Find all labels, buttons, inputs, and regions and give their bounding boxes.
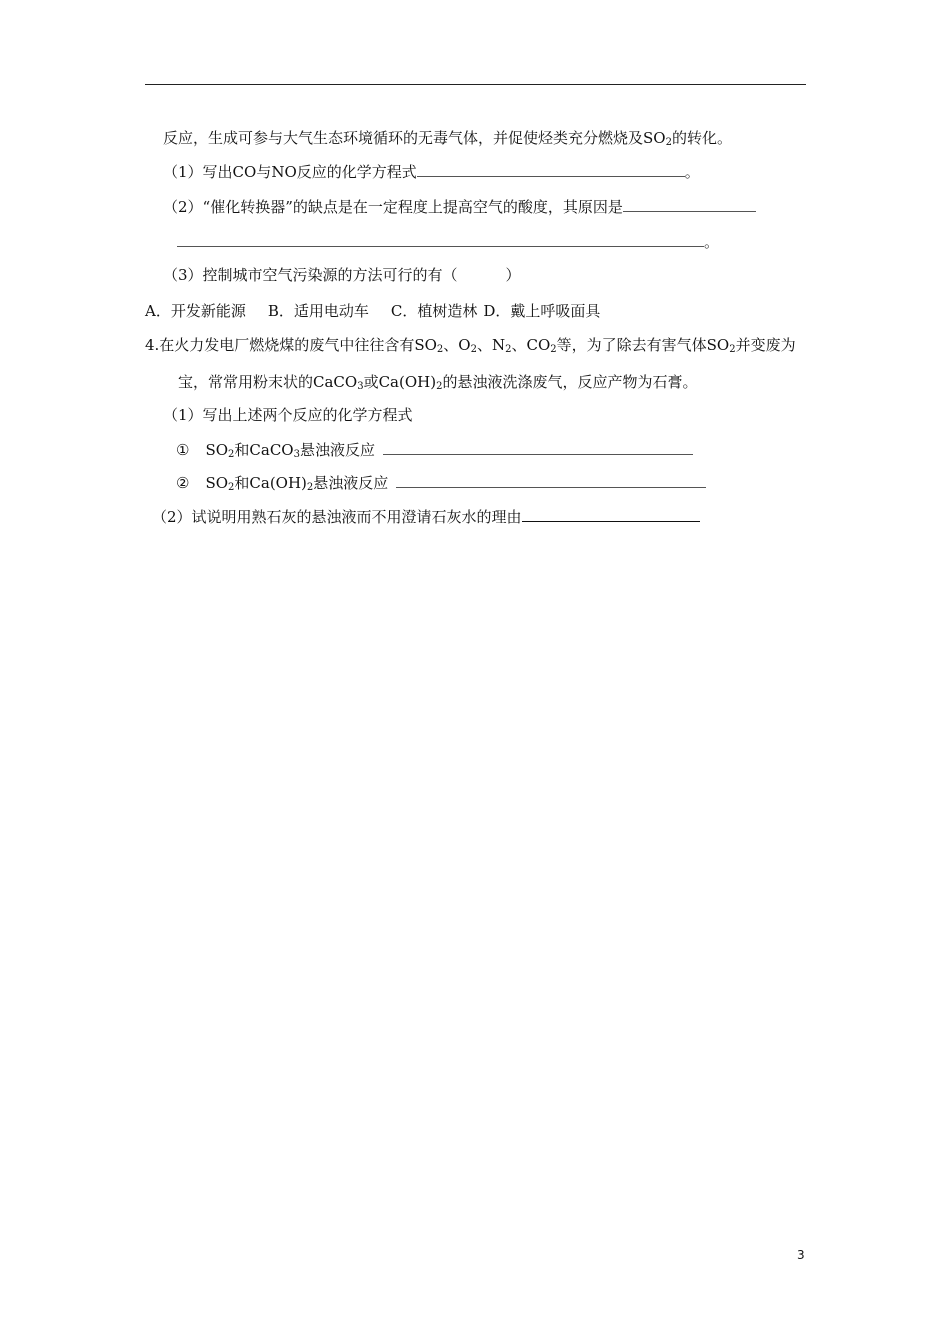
answer-blank[interactable]	[177, 232, 704, 247]
problem-4-question-1: （1）写出上述两个反应的化学方程式	[163, 406, 413, 424]
question-2-continued: 。	[177, 232, 719, 252]
reaction-2: ② $SO_2$和$Ca(OH)_2$悬浊液反应	[176, 473, 706, 493]
answer-blank[interactable]	[396, 473, 706, 488]
question-3: （3）控制城市空气污染源的方法可行的有（ ）	[163, 266, 521, 284]
page-number: 3	[797, 1248, 805, 1262]
question-1: （1）写出CO与NO反应的化学方程式 。	[163, 163, 700, 181]
option-a: A．开发新能源	[145, 302, 246, 320]
problem-4-line-2: 宝，常常用粉末状的CaCO$_3$或$Ca(OH)_2$的悬浊液洗涤废气，反应产物为石膏。	[178, 373, 698, 392]
header-rule	[145, 84, 806, 85]
text-line-reaction: 反应，生成可参与大气生态环境循环的无毒气体，并促使烃类充分燃烧及$SO_2$的转化。	[163, 129, 732, 148]
question-2: （2）“催化转换器”的缺点是在一定程度上提高空气的酸度，其原因是	[163, 197, 756, 217]
option-b: B．适用电动车	[267, 302, 369, 320]
answer-blank[interactable]	[522, 507, 700, 522]
reaction-1: ① $SO_2$和CaCO$_3$悬浊液反应	[176, 440, 693, 460]
answer-blank[interactable]	[417, 162, 685, 177]
option-c: C．植树造林	[390, 302, 478, 320]
option-d: D．戴上呼吸面具	[483, 302, 601, 320]
answer-blank[interactable]	[623, 197, 756, 212]
answer-blank[interactable]	[383, 440, 693, 455]
options-row	[145, 301, 600, 321]
problem-4-line-1: 4.在火力发电厂燃烧煤的废气中往往含有$SO_2$、$O_2$、$N_2$、$CO_2$等，为了除去有害气体$SO_2$并变废为	[145, 336, 796, 355]
problem-4-question-2: （2）试说明用熟石灰的悬浊液而不用澄请石灰水的理由	[152, 507, 700, 527]
